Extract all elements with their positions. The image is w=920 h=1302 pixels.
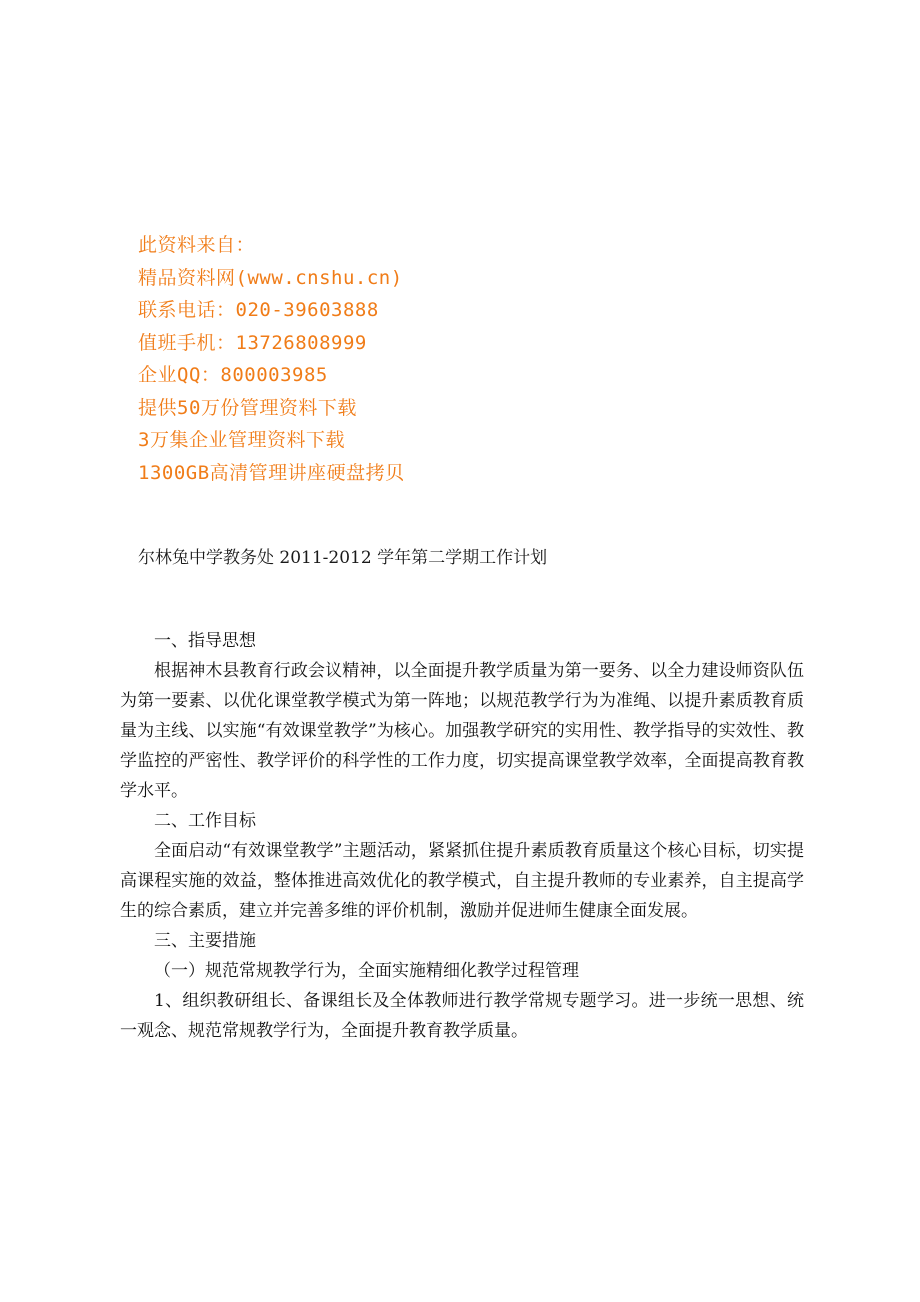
promo-qq-line: 企业QQ：800003985 xyxy=(138,364,328,386)
promo-mobile-line: 值班手机：13726808999 xyxy=(138,331,367,354)
section-2-heading: 二、工作目标 xyxy=(154,811,256,831)
section-1-paragraph: 根据神木县教育行政会议精神，以全面提升教学质量为第一要务、以全力建设师资队伍为第一要素、以优化课堂教学模式为第一阵地；以规范教学行为为准绳、以提升素质教育质量为主线、以实施“有效课堂教学”为核心。加强教学研究的实用性、教学指导的实效性、教学监控的严密性、教学评价的科学性的工作力度，切实提高课堂教学效率，全面提高教育教学水平。 xyxy=(120,661,804,801)
document-title: 尔林兔中学教务处 2011-2012 学年第二学期工作计划 xyxy=(138,548,548,568)
promo-source-line: 此资料来自： xyxy=(138,234,256,256)
section-2-paragraph: 全面启动“有效课堂教学”主题活动，紧紧抓住提升素质教育质量这个核心目标，切实提高课程实施的效益，整体推进高效优化的教学模式，自主提升教师的专业素养，自主提高学生的综合素质，建立并完善多维的评价机制，激励并促进师生健康全面发展。 xyxy=(120,841,804,921)
subsection-1-heading: （一）规范常规教学行为，全面实施精细化教学过程管理 xyxy=(154,961,579,981)
promo-offer-line-1: 提供50万份管理资料下载 xyxy=(138,396,357,419)
section-3-heading: 三、主要措施 xyxy=(154,931,256,951)
document-body xyxy=(120,626,804,1166)
promo-block xyxy=(138,229,778,489)
section-1-heading: 一、指导思想 xyxy=(154,631,256,651)
promo-website-line: 精品资料网(www.cnshu.cn) xyxy=(138,266,403,289)
promo-offer-line-2: 3万集企业管理资料下载 xyxy=(138,429,345,451)
item-1-paragraph: 1、组织教研组长、备课组长及全体教师进行教学常规专题学习。进一步统一思想、统一观念、规范常规教学行为，全面提升教育教学质量。 xyxy=(120,991,804,1041)
promo-phone-line: 联系电话：020-39603888 xyxy=(138,299,379,321)
promo-offer-line-3: 1300GB高清管理讲座硬盘拷贝 xyxy=(138,461,405,484)
